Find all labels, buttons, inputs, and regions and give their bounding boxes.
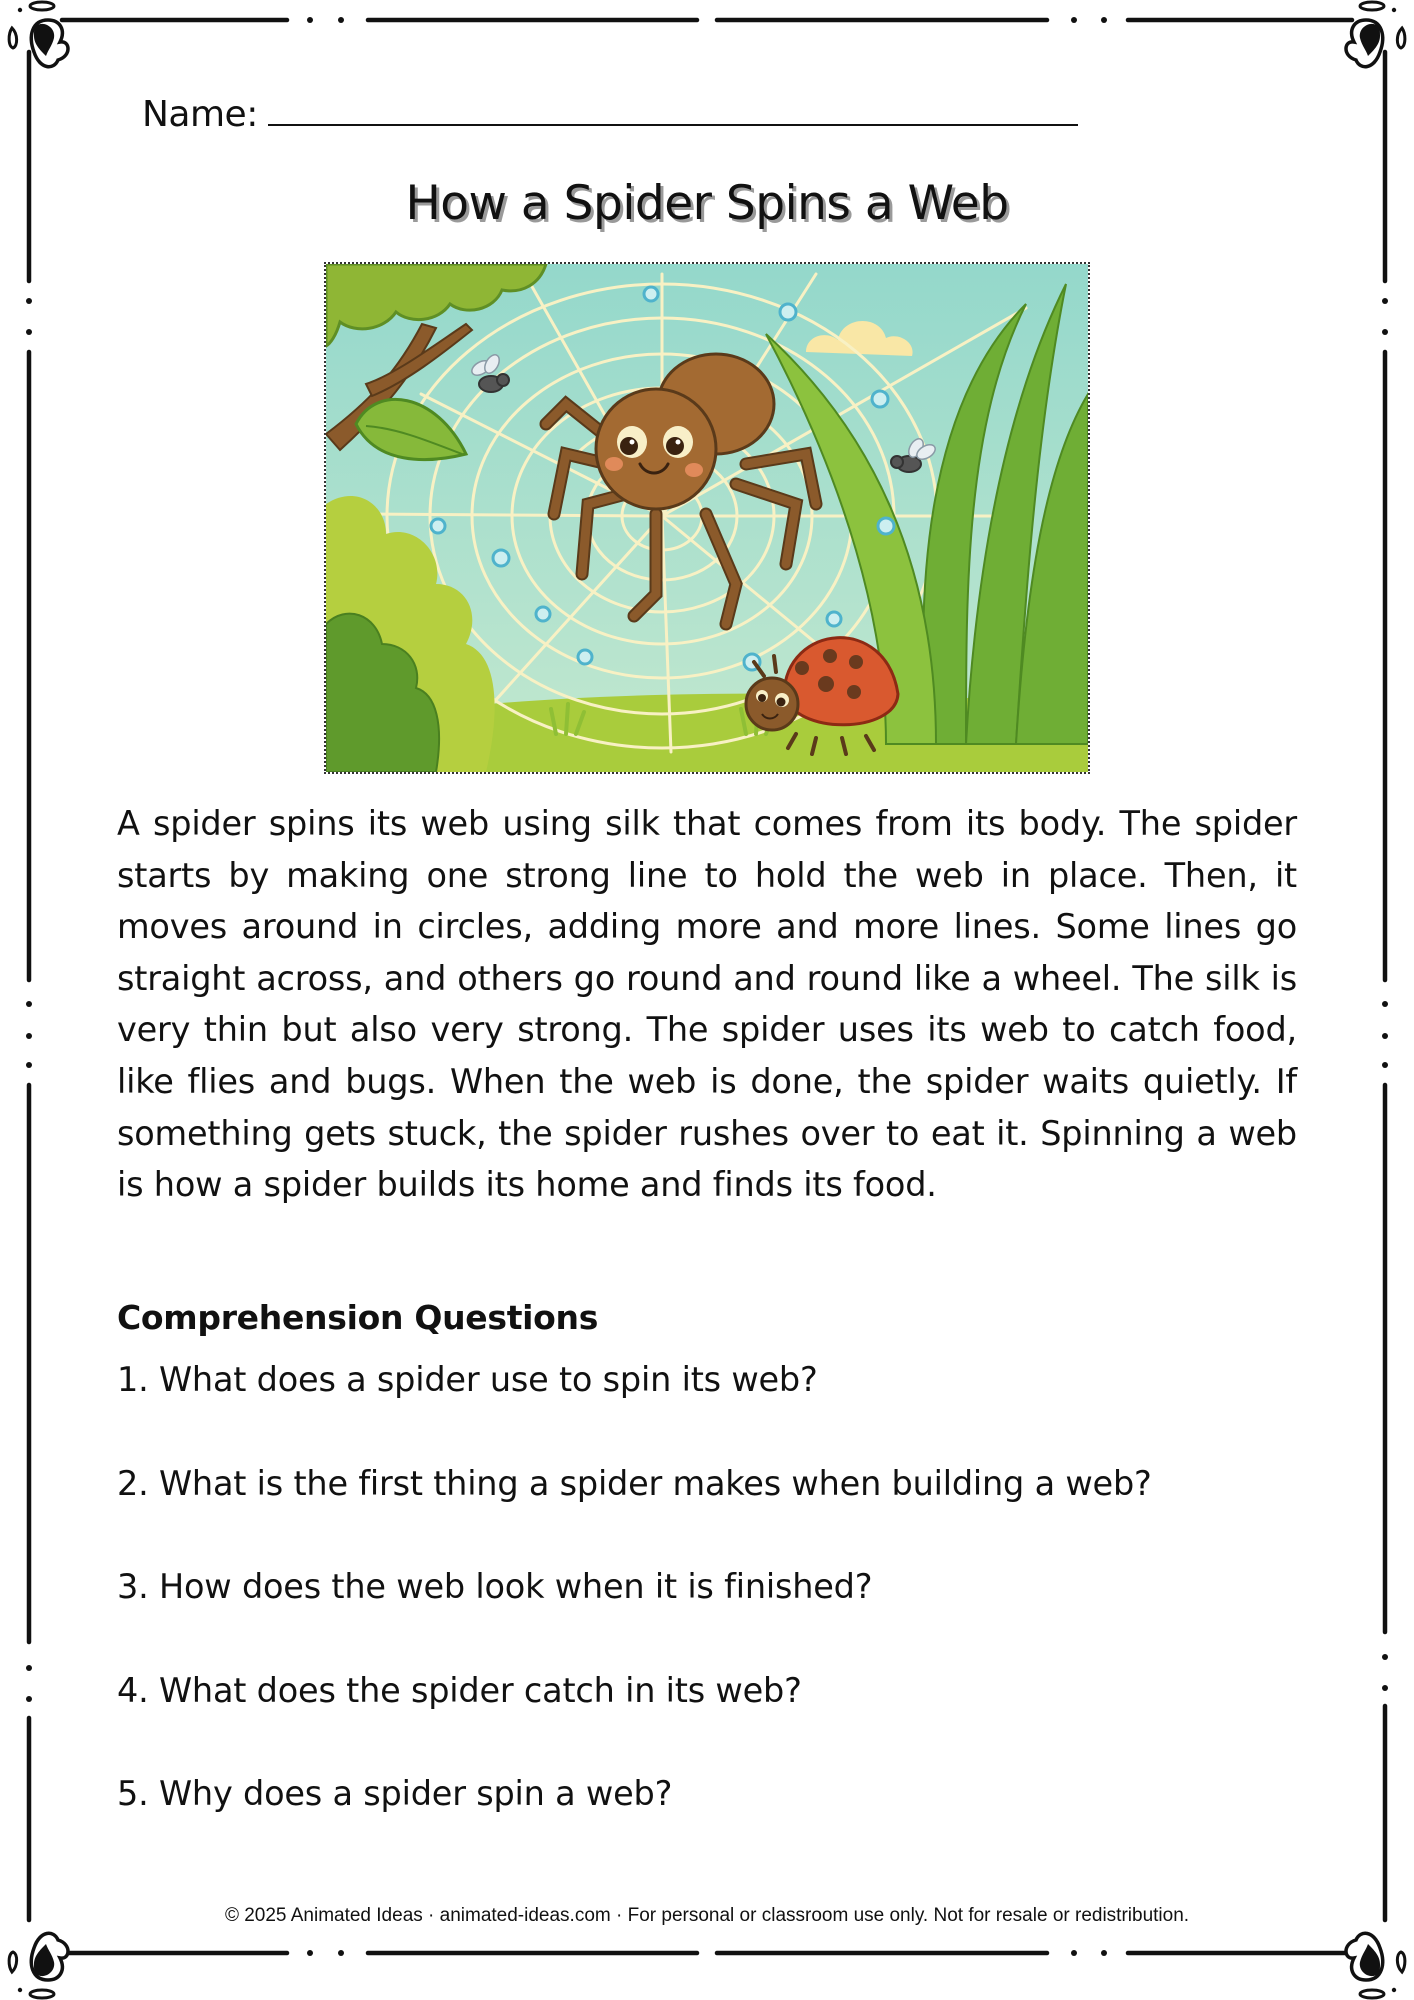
questions-heading: Comprehension Questions (117, 1298, 599, 1337)
copyright-footer: © 2025 Animated Ideas · animated-ideas.com · For personal or classroom use only. Not for resale or redistribution. (224, 1905, 1190, 1926)
name-field[interactable] (142, 94, 1078, 135)
page-title: How a Spider Spins a Web (405, 176, 1009, 231)
question-item: 2. What is the first thing a spider makes when building a web? (117, 1463, 1152, 1503)
question-item: 3. How does the web look when it is finished? (117, 1567, 873, 1606)
question-item: 5. Why does a spider spin a web? (117, 1774, 673, 1813)
reading-passage: A spider spins its web using silk that comes from its body. The spider starts by making one strong line to hold the web in place. Then, it moves around in circles, adding more and more lines. Some lines go straight across, and others go round and round like a wheel. The silk is very thin but also very strong. The spider uses its web to catch food, like flies and bugs. When the web is done, the spider waits quietly. If something gets stuck, the spider rushes over to eat it. Spinning a web is how a spider builds its home and finds its food. (117, 804, 1297, 1205)
question-item: 4. What does the spider catch in its web? (117, 1670, 802, 1710)
name-label: Name: (142, 94, 258, 135)
question-item: 1. What does a spider use to spin its web? (117, 1360, 818, 1399)
questions-list (117, 1357, 1152, 1875)
spider-web-illustration (326, 264, 1088, 772)
flourish-icon (9, 2, 68, 67)
name-blank-line[interactable] (268, 94, 1078, 126)
